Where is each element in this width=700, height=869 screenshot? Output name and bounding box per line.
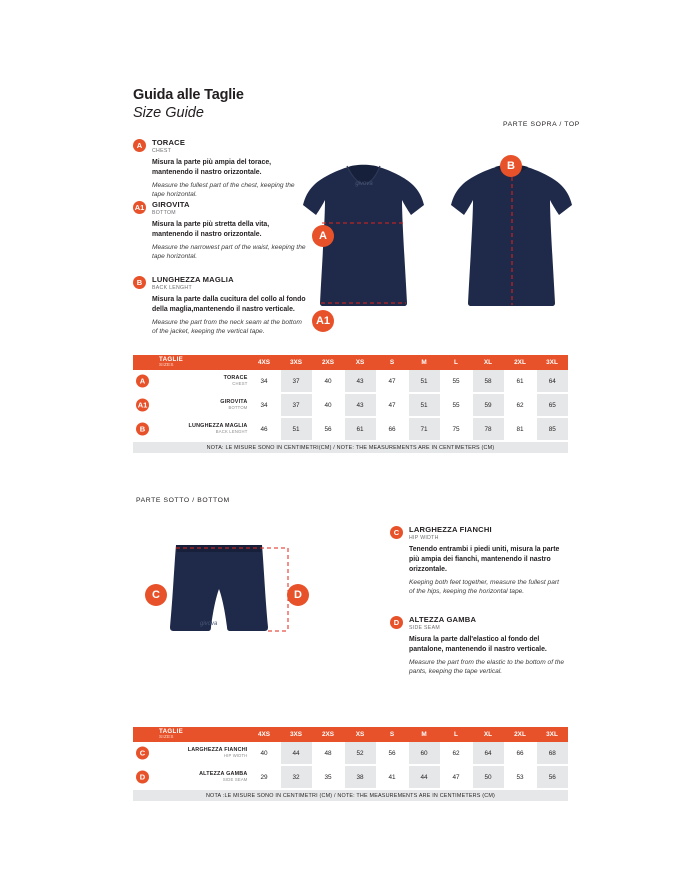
size-table-top (133, 355, 568, 453)
cell-waist-xs: 43 (344, 394, 376, 416)
row-label-back-length-en: BACK LENGHT (215, 428, 248, 434)
cell-leg-3xl: 56 (536, 766, 568, 788)
badge-b-icon: B (133, 276, 146, 289)
cell-waist-3xl: 65 (536, 394, 568, 416)
cell-hip-2xl: 66 (504, 742, 536, 764)
cell-back-xs: 61 (344, 418, 376, 440)
header-size-3xl: 3XL (536, 355, 568, 370)
badge-b-row-icon: B (136, 423, 149, 436)
legend-a-text-en: Measure the fullest part of the chest, keeping the tape horizontal. (152, 181, 295, 199)
callout-shirt-chest (312, 225, 334, 247)
legend-b-text-it: Misura la parte dalla cucitura del collo al fondo della maglia,mantenendo il nastro verticale. (152, 295, 306, 313)
cell-hip-xl: 64 (472, 742, 504, 764)
cell-hip-s: 56 (376, 742, 408, 764)
header-size-bottom-4xs: 4XS (248, 727, 280, 742)
legend-d-text-it: Misura la parte dall'elastico al fondo del pantalone, mantenendo il nastro verticale. (409, 635, 547, 653)
badge-a-row-icon: A (136, 375, 149, 388)
cell-chest-3xl: 64 (536, 370, 568, 392)
cell-chest-2xl: 61 (504, 370, 536, 392)
cell-chest-s: 47 (376, 370, 408, 392)
legend-item-back-length (133, 275, 308, 337)
row-label-side-seam (133, 766, 248, 788)
cell-hip-m: 60 (408, 742, 440, 764)
callout-shirt-waist (312, 310, 334, 332)
row-label-back-length-it: LUNGHEZZA MAGLIA (188, 422, 248, 429)
header-size-bottom-xs: XS (344, 727, 376, 742)
svg-text:givova: givova (355, 181, 373, 187)
table-row (133, 394, 568, 416)
badge-d-callout-icon: D (287, 584, 309, 606)
header-size-bottom-l: L (440, 727, 472, 742)
table-row (133, 742, 568, 764)
section-label-bottom: PARTE SOTTO / BOTTOM (136, 497, 230, 504)
badge-a1-callout-icon: A1 (312, 310, 334, 332)
row-label-chest-it: TORACE (223, 374, 248, 381)
legend-a-title-it: TORACE (152, 138, 186, 147)
row-label-hip-width (133, 742, 248, 764)
cell-chest-2xs: 40 (312, 370, 344, 392)
cell-back-3xs: 51 (280, 418, 312, 440)
badge-b-callout-icon: B (500, 155, 522, 177)
legend-item-waist (133, 200, 308, 262)
legend-a-title-en: CHEST (152, 147, 172, 154)
legend-item-hip-width (390, 525, 565, 597)
legend-item-chest (133, 138, 308, 200)
table-row (133, 766, 568, 788)
header-size-l: L (440, 355, 472, 370)
header-size-bottom-2xs: 2XS (312, 727, 344, 742)
header-sizes-label-bottom-en: SIZES (159, 734, 174, 740)
cell-chest-l: 55 (440, 370, 472, 392)
cell-chest-xl: 58 (472, 370, 504, 392)
badge-d-row-icon: D (136, 771, 149, 784)
table-top-note: NOTA: LE MISURE SONO IN CENTIMETRI(CM) / NOTE: THE MEASUREMENTS ARE IN CENTIMETERS (CM) (133, 442, 568, 453)
row-label-hip-width-en: HIP WIDTH (223, 752, 248, 758)
cell-leg-2xs: 35 (312, 766, 344, 788)
cell-leg-3xs: 32 (280, 766, 312, 788)
row-label-side-seam-it: ALTEZZA GAMBA (199, 770, 248, 777)
cell-back-2xs: 56 (312, 418, 344, 440)
cell-back-xl: 78 (472, 418, 504, 440)
row-label-waist-en: BOTTOM (228, 404, 248, 410)
table-header-row (133, 355, 568, 370)
cell-back-4xs: 46 (248, 418, 280, 440)
cell-leg-s: 41 (376, 766, 408, 788)
cell-waist-2xl: 62 (504, 394, 536, 416)
cell-waist-4xs: 34 (248, 394, 280, 416)
header-size-2xl: 2XL (504, 355, 536, 370)
legend-a1-title-it: GIROVITA (152, 200, 190, 209)
table-header-row (133, 727, 568, 742)
header-size-bottom-3xs: 3XS (280, 727, 312, 742)
cell-waist-s: 47 (376, 394, 408, 416)
page-title-en: Size Guide (133, 105, 204, 122)
legend-b-title-it: LUNGHEZZA MAGLIA (152, 275, 234, 284)
callout-shorts-hip-width (145, 584, 167, 606)
legend-a1-title-en: BOTTOM (152, 209, 176, 216)
row-label-side-seam-en: SIDE SEAM (222, 776, 248, 782)
legend-b-text-en: Measure the part from the neck seam at the bottom of the jacket, keeping the vertical tape. (152, 318, 302, 336)
table-note-row (133, 442, 568, 453)
table-row (133, 370, 568, 392)
legend-d-text-en: Measure the part from the elastic to the bottom of the pants, keeping the tape vertical. (409, 658, 565, 676)
badge-c-callout-icon: C (145, 584, 167, 606)
header-size-4xs: 4XS (248, 355, 280, 370)
row-label-back-length (133, 418, 248, 440)
row-label-waist (133, 394, 248, 416)
legend-a-text-it: Misura la parte più ampia del torace, mantenendo il nastro orizzontale. (152, 158, 272, 176)
callout-shirt-back-length (500, 155, 522, 177)
badge-a1-icon: A1 (133, 201, 146, 214)
cell-chest-xs: 43 (344, 370, 376, 392)
cell-chest-4xs: 34 (248, 370, 280, 392)
legend-b-title-en: BACK LENGHT (152, 284, 192, 291)
cell-waist-l: 55 (440, 394, 472, 416)
shirt-illustration (300, 145, 590, 340)
row-label-hip-width-it: LARGHEZZA FIANCHI (187, 746, 248, 753)
header-size-xs: XS (344, 355, 376, 370)
badge-c-icon: C (390, 526, 403, 539)
header-sizes-label (133, 355, 248, 370)
badge-a1-row-icon: A1 (136, 399, 149, 412)
header-size-3xs: 3XS (280, 355, 312, 370)
row-label-waist-it: GIROVITA (220, 398, 248, 405)
cell-leg-l: 47 (440, 766, 472, 788)
header-size-m: M (408, 355, 440, 370)
header-size-2xs: 2XS (312, 355, 344, 370)
table-bottom-note: NOTA :LE MISURE SONO IN CENTIMETRI (CM) / NOTE: THE MEASUREMENTS ARE IN CENTIMETERS (CM) (133, 790, 568, 801)
cell-hip-4xs: 40 (248, 742, 280, 764)
table-row (133, 418, 568, 440)
cell-back-m: 71 (408, 418, 440, 440)
header-size-bottom-xl: XL (472, 727, 504, 742)
cell-back-3xl: 85 (536, 418, 568, 440)
badge-a-callout-icon: A (312, 225, 334, 247)
cell-hip-3xs: 44 (280, 742, 312, 764)
legend-c-text-en: Keeping both feet together, measure the fullest part of the hips, keeping the horizontal tape. (409, 578, 559, 596)
row-label-chest (133, 370, 248, 392)
legend-a1-text-en: Measure the narrowest part of the waist, keeping the tape horizontal. (152, 243, 306, 261)
cell-hip-l: 62 (440, 742, 472, 764)
shirt-svg (300, 145, 590, 340)
cell-hip-2xs: 48 (312, 742, 344, 764)
row-label-chest-en: CHEST (232, 380, 248, 386)
cell-hip-xs: 52 (344, 742, 376, 764)
page-title-it: Guida alle Taglie (133, 87, 244, 103)
header-size-bottom-m: M (408, 727, 440, 742)
legend-c-text-it: Tenendo entrambi i piedi uniti, misura la parte più ampia dei fianchi, mantenendo il nastro orizzontale. (409, 545, 560, 573)
cell-waist-2xs: 40 (312, 394, 344, 416)
cell-waist-3xs: 37 (280, 394, 312, 416)
cell-leg-2xl: 53 (504, 766, 536, 788)
header-size-s: S (376, 355, 408, 370)
header-size-xl: XL (472, 355, 504, 370)
size-table-bottom (133, 727, 568, 801)
cell-leg-xl: 50 (472, 766, 504, 788)
header-sizes-label-bottom (133, 727, 248, 742)
cell-leg-4xs: 29 (248, 766, 280, 788)
cell-waist-m: 51 (408, 394, 440, 416)
cell-chest-3xs: 37 (280, 370, 312, 392)
header-size-bottom-2xl: 2XL (504, 727, 536, 742)
legend-d-title-it: ALTEZZA GAMBA (409, 615, 477, 624)
cell-waist-xl: 59 (472, 394, 504, 416)
table-note-row (133, 790, 568, 801)
legend-c-title-it: LARGHEZZA FIANCHI (409, 525, 492, 534)
cell-leg-xs: 38 (344, 766, 376, 788)
svg-text:givova: givova (200, 621, 218, 627)
legend-a1-text-it: Misura la parte più stretta della vita, mantenendo il nastro orizzontale. (152, 220, 270, 238)
header-sizes-label-it: TAGLIE (159, 355, 184, 363)
header-sizes-label-en: SIZES (159, 362, 174, 368)
cell-back-l: 75 (440, 418, 472, 440)
cell-leg-m: 44 (408, 766, 440, 788)
header-sizes-label-bottom-it: TAGLIE (159, 727, 184, 735)
page-title (133, 86, 244, 122)
header-size-bottom-3xl: 3XL (536, 727, 568, 742)
badge-a-icon: A (133, 139, 146, 152)
badge-c-row-icon: C (136, 747, 149, 760)
legend-c-title-en: HIP WIDTH (409, 534, 439, 541)
cell-back-2xl: 81 (504, 418, 536, 440)
cell-chest-m: 51 (408, 370, 440, 392)
section-label-top: PARTE SOPRA / TOP (503, 121, 580, 128)
legend-item-side-seam (390, 615, 565, 677)
callout-shorts-side-seam (287, 584, 309, 606)
legend-d-title-en: SIDE SEAM (409, 624, 440, 631)
badge-d-icon: D (390, 616, 403, 629)
header-size-bottom-s: S (376, 727, 408, 742)
cell-hip-3xl: 68 (536, 742, 568, 764)
cell-back-s: 66 (376, 418, 408, 440)
